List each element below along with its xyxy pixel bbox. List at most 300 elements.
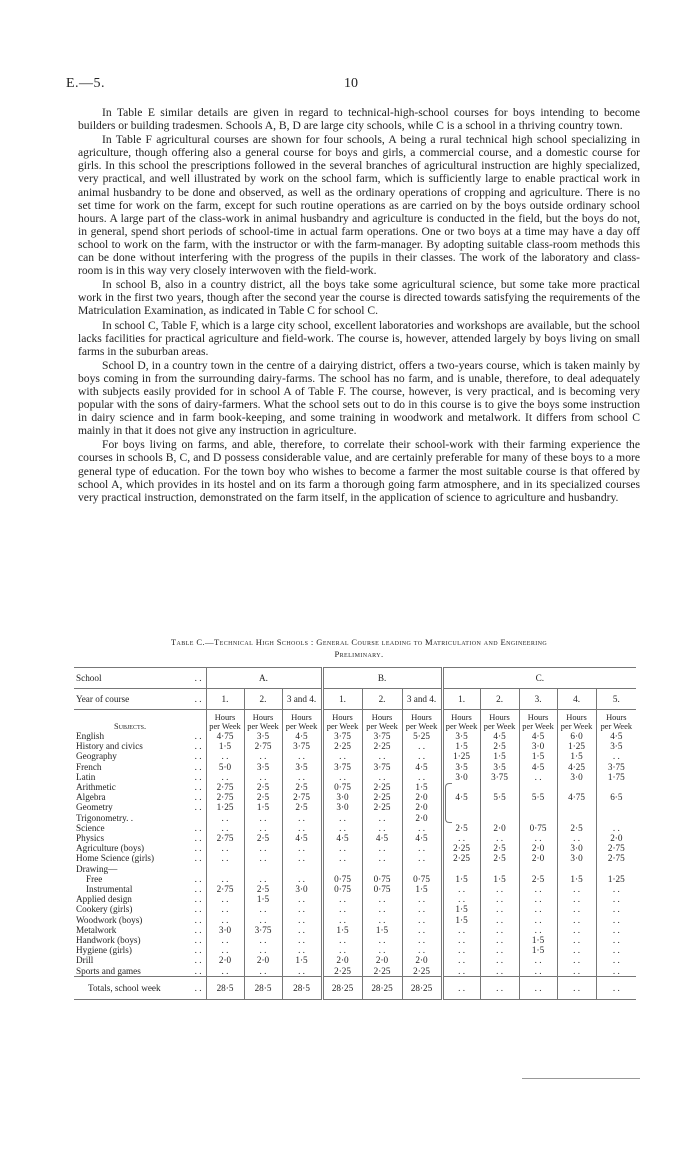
hours-cell: . . [596,751,636,761]
hours-cell: . . [519,925,557,935]
hours-cell: . . [362,945,402,955]
hours-cell: 3·0 [442,772,480,782]
hours-cell [596,813,636,823]
hours-cell: . . [362,813,402,823]
unit-header [402,710,442,732]
table-row [74,884,636,894]
subject-label: Science [76,822,105,833]
hours-cell: 2·0 [402,792,442,802]
subject-label: Trigonometry. . [76,812,133,823]
hours-cell: 1·5 [557,874,596,884]
hours-cell: 2·25 [362,966,402,977]
hours-cell: . . [282,904,322,914]
subject-label: Handwork (boys) [76,935,141,946]
hours-cell: . . [402,741,442,751]
hours-cell: . . [244,843,282,853]
hours-cell [557,802,596,812]
leader-dots [186,864,206,874]
hours-cell: . . [480,955,519,965]
table-row [74,966,636,977]
hours-cell: 2·75 [206,782,244,792]
hours-cell: 3·75 [596,762,636,772]
hours-cell: 2·0 [402,813,442,823]
subject-label: Latin [76,771,96,782]
hours-cell: 5·0 [206,762,244,772]
hours-cell: . . [596,945,636,955]
hours-cell: 2·0 [402,802,442,812]
unit-header [244,710,282,732]
hours-cell: . . [442,925,480,935]
leader-dots: . . [194,945,202,956]
hours-cell: 0·75 [322,782,362,792]
footer-rule [522,1078,640,1079]
hours-cell: 4·5 [596,731,636,741]
unit-line: per Week [209,722,241,731]
subject-label: Drawing— [76,863,118,874]
subject-label: Instrumental [86,884,133,895]
table-row [74,853,636,863]
unit-header [282,710,322,732]
hours-cell [244,864,282,874]
leader-dots: . . [194,843,202,854]
hours-cell [519,864,557,874]
table-row [74,762,636,772]
hours-cell: 3·75 [322,731,362,741]
hours-cell: 5·25 [402,731,442,741]
hours-cell: 3·75 [362,762,402,772]
unit-header [519,710,557,732]
body-text [78,106,640,505]
unit-line: Hours [451,713,472,722]
hours-cell: . . [362,772,402,782]
hours-cell: . . [206,823,244,833]
hours-cell: . . [322,813,362,823]
table-row [74,843,636,853]
page-number: 10 [344,76,358,91]
leader-dots: . . [194,914,202,925]
subject-label: English [76,731,105,741]
hours-cell: . . [282,853,322,863]
table-row [74,731,636,741]
hours-cell: 4·75 [206,731,244,741]
hours-cell: . . [244,853,282,863]
hours-cell: . . [480,945,519,955]
hours-cell: . . [442,884,480,894]
hours-cell: . . [322,945,362,955]
hours-cell: . . [322,894,362,904]
hours-cell: 1·75 [596,772,636,782]
table-row [74,782,636,792]
unit-line: Hours [371,713,393,722]
unit-header [480,710,519,732]
hours-cell [596,864,636,874]
page-header [66,76,636,96]
hours-cell: 4·25 [557,762,596,772]
paragraph: In Table E similar details are given in regard to technical-high-school courses for boys intending to become builders or building tradesmen. Schools A, B, D are large city schools, while C is a school in a thriving country town. [78,106,640,133]
hours-cell: . . [362,853,402,863]
hours-cell: . . [557,884,596,894]
year-header: 2. [362,689,402,710]
leader-dots: . . [194,782,202,793]
subject-label: Cookery (girls) [76,904,133,915]
school-label: School [76,672,102,683]
hours-cell: 3·0 [206,925,244,935]
year-header: 1. [206,689,244,710]
hours-cell: 2·75 [282,792,322,802]
school-b-header: B. [322,668,442,689]
hours-cell: 2·25 [362,802,402,812]
hours-cell: . . [282,823,322,833]
hours-cell [519,802,557,812]
subjects-label [74,710,186,732]
table-caption [78,636,640,660]
hours-cell: . . [282,915,322,925]
leader-dots: . . [194,751,202,762]
hours-cell: 3·5 [442,762,480,772]
hours-cell [402,864,442,874]
paragraph: For boys living on farms, and able, therefore, to correlate their school-work with their farming experience the courses in schools B, C, and D possess considerable value, and are certainly preferable for many of these boys to a more general type of education. For the town boy who wishes to become a farmer the most suitable course is that offered by school A, which provides in its hostel and on its farm a thorough going farm atmosphere, and in its specialized courses very practical instruction, demonstrated on the farm itself, in the application of science to agriculture and husbandry. [78,438,640,504]
hours-cell: 1·5 [480,751,519,761]
hours-cell: 2·5 [480,853,519,863]
hours-cell: . . [442,945,480,955]
hours-cell: 0·75 [519,823,557,833]
hours-cell: . . [402,904,442,914]
hours-cell: . . [206,751,244,761]
hours-cell: . . [322,751,362,761]
hours-cell: 4·75 [557,792,596,802]
hours-cell: . . [519,833,557,843]
hours-cell: 2·0 [519,843,557,853]
hours-cell: 1·5 [402,782,442,792]
unit-line: per Week [600,722,633,731]
hours-cell: 3·0 [557,853,596,863]
hours-cell: . . [402,823,442,833]
hours-cell: 0·75 [362,874,402,884]
hours-cell: . . [362,935,402,945]
hours-cell: 1·5 [282,955,322,965]
hours-cell: 2·0 [480,823,519,833]
table-row [74,874,636,884]
leader-dots: . . [194,955,202,966]
hours-cell: 2·75 [596,853,636,863]
hours-cell: 2·25 [322,741,362,751]
hours-cell: . . [282,925,322,935]
leader-dots: . . [194,884,202,895]
hours-cell [206,864,244,874]
hours-cell [519,813,557,823]
totals-row [74,976,636,999]
paragraph: In school C, Table F, which is a large city school, excellent laboratories and workshops are available, but the school lacks facilities for practical agriculture and field-work. The course is, however, attended largely by boys living on small farms in the suburban areas. [78,318,640,358]
leader-dots: . . [194,904,202,915]
hours-cell [596,802,636,812]
hours-cell: . . [402,751,442,761]
unit-line: Hours [489,713,510,722]
hours-cell: 0·75 [362,884,402,894]
hours-cell: 3·5 [282,762,322,772]
hours-cell: 5·5 [519,792,557,802]
hours-cell: . . [206,935,244,945]
table-caption-line: Table C.—Technical High Schools : General Course leading to Matriculation and Engineering [170,637,548,647]
hours-cell: . . [322,772,362,782]
hours-cell: . . [402,925,442,935]
hours-cell: 3·0 [557,772,596,782]
unit-line: per Week [560,722,593,731]
leader-dots: . . [194,792,202,803]
unit-header [206,710,244,732]
unit-line: per Week [285,722,318,731]
hours-cell: 3·0 [322,802,362,812]
hours-cell: 3·0 [557,843,596,853]
hours-cell: 2·25 [402,966,442,977]
hours-cell: 1·5 [519,945,557,955]
hours-cell: . . [282,966,322,977]
total-cell: . . [596,976,636,999]
hours-cell: 2·25 [362,792,402,802]
year-header: 3. [519,689,557,710]
year-header: 1. [322,689,362,710]
hours-cell: 4·5 [282,833,322,843]
hours-cell: . . [206,945,244,955]
hours-cell: . . [206,904,244,914]
hours-cell: . . [282,813,322,823]
hours-cell: 2·25 [442,843,480,853]
hours-cell: 0·75 [402,874,442,884]
leader-dots: . . [194,741,202,752]
hours-cell: 2·0 [596,833,636,843]
hours-cell: 2·75 [206,884,244,894]
hours-cell: 4·5 [519,762,557,772]
hours-cell: 3·5 [480,762,519,772]
hours-cell: 3·0 [519,741,557,751]
hours-cell: 1·5 [442,874,480,884]
hours-cell: . . [322,935,362,945]
hours-cell: . . [402,853,442,863]
hours-cell: . . [206,813,244,823]
hours-cell: . . [362,823,402,833]
hours-cell: . . [402,843,442,853]
subject-label: Physics [76,833,105,844]
table-row [74,772,636,782]
hours-cell: . . [519,904,557,914]
hours-cell: . . [557,955,596,965]
hours-cell: . . [557,945,596,955]
hours-cell: 0·75 [322,884,362,894]
hours-cell: . . [322,853,362,863]
table-row [74,823,636,833]
leader-dots: . . [194,761,202,772]
hours-cell: 2·0 [244,955,282,965]
leader-dots: . . [194,771,202,782]
hours-cell: . . [596,904,636,914]
hours-cell: . . [596,966,636,977]
leader-dots: . . [194,894,202,905]
hours-cell: . . [557,894,596,904]
unit-line: per Week [483,722,516,731]
subject-label: Free [86,873,103,884]
hours-cell: 1·5 [244,802,282,812]
unit-line: per Week [522,722,554,731]
hours-cell [480,864,519,874]
hours-cell: 1·5 [206,741,244,751]
year-header: 3 and 4. [282,689,322,710]
leader-dots: . . [194,693,202,704]
hours-cell: 2·5 [557,823,596,833]
hours-cell: . . [402,935,442,945]
unit-header [362,710,402,732]
subject-label: Hygiene (girls) [76,945,132,956]
leader-dots: . . [194,853,202,864]
unit-header [322,710,362,732]
subject-label: Agriculture (boys) [76,843,145,854]
hours-cell: 1·25 [206,802,244,812]
hours-cell: 1·5 [244,894,282,904]
hours-cell: . . [596,823,636,833]
hours-cell: 3·75 [480,772,519,782]
unit-line: Hours [214,713,236,722]
leader-dots: . . [194,731,202,741]
hours-cell: . . [206,772,244,782]
total-cell: . . [519,976,557,999]
hours-cell: . . [282,772,322,782]
leader-dots: . . [194,822,202,833]
hours-cell: . . [206,915,244,925]
leader-dots: . . [186,976,206,999]
hours-cell: . . [442,966,480,977]
leader-dots: . . [194,672,202,683]
hours-cell: . . [519,894,557,904]
hours-cell: 1·25 [442,751,480,761]
hours-cell: 2·5 [480,843,519,853]
hours-cell: . . [244,966,282,977]
hours-cell: . . [244,874,282,884]
hours-cell: . . [596,894,636,904]
total-cell: 28·5 [282,976,322,999]
hours-cell: . . [557,904,596,914]
leader-dots: . . [194,924,202,935]
subject-label: History and civics [76,741,143,752]
school-a-header: A. [206,668,322,689]
hours-cell: . . [244,751,282,761]
hours-cell: . . [596,884,636,894]
table-row [74,925,636,935]
table-row [74,955,636,965]
hours-cell: 2·5 [282,802,322,812]
hours-cell: 2·75 [206,792,244,802]
hours-cell: 2·75 [596,843,636,853]
hours-cell: . . [557,935,596,945]
unit-header [596,710,636,732]
table-row [74,792,636,802]
year-label: Year of course [76,693,130,704]
hours-cell: . . [362,915,402,925]
hours-cell: 4·5 [402,833,442,843]
hours-cell: . . [596,925,636,935]
subject-label: Home Science (girls) [76,853,155,864]
hours-cell: . . [480,935,519,945]
table-row [74,741,636,751]
hours-cell: 1·25 [596,874,636,884]
table-row [74,935,636,945]
leader-dots: . . [194,965,202,976]
hours-cell [480,802,519,812]
hours-cell: . . [557,833,596,843]
table-row [74,904,636,914]
hours-cell [282,864,322,874]
hours-cell: 3·5 [244,762,282,772]
hours-cell: . . [362,751,402,761]
subject-label: Drill [76,955,94,966]
hours-cell: 2·5 [442,823,480,833]
hours-cell: . . [519,915,557,925]
hours-cell: 1·5 [322,925,362,935]
total-cell: 28·25 [362,976,402,999]
hours-cell: 2·5 [244,884,282,894]
leader-dots: . . [194,802,202,813]
hours-cell: 2·75 [206,833,244,843]
hours-cell: 1·5 [519,935,557,945]
hours-cell: 2·0 [519,853,557,863]
table-row [74,802,636,812]
hours-cell: 4·5 [519,731,557,741]
hours-cell: 4·5 [402,762,442,772]
unit-line: Hours [566,713,587,722]
table-caption-line: Preliminary. [334,649,384,659]
hours-cell: . . [519,884,557,894]
hours-cell: 4·5 [480,731,519,741]
total-cell: . . [442,976,480,999]
hours-cell: 3·75 [362,731,402,741]
hours-cell: 3·0 [322,792,362,802]
hours-cell: 5·5 [480,792,519,802]
table-row [74,751,636,761]
hours-cell: 1·5 [362,925,402,935]
hours-cell: 6·5 [596,792,636,802]
table-row [74,894,636,904]
unit-line: per Week [445,722,478,731]
hours-cell: . . [596,935,636,945]
subject-label: Metalwork [76,924,117,935]
totals-label: Totals, school week [74,976,186,999]
hours-cell: . . [206,843,244,853]
hours-cell: 1·5 [442,741,480,751]
unit-line: Hours [332,713,353,722]
hours-cell: 2·25 [362,782,402,792]
unit-line: Hours [527,713,549,722]
hours-cell: 3·0 [282,884,322,894]
hours-cell: . . [519,966,557,977]
unit-line: Hours [411,713,432,722]
hours-cell: . . [442,894,480,904]
hours-cell: . . [442,955,480,965]
year-header: 1. [442,689,480,710]
subjects-label-text: Subjects. [113,722,147,731]
hours-cell: . . [402,915,442,925]
year-header: 4. [557,689,596,710]
hours-cell: 3·75 [244,925,282,935]
subject-label: Geography [76,751,117,762]
hours-cell: 2·0 [362,955,402,965]
table-row [74,915,636,925]
hours-cell: 4·5 [442,792,480,802]
unit-header [442,710,480,732]
hours-cell: . . [442,833,480,843]
paragraph: In school B, also in a country district, all the boys take some agricultural science, but some take more practical work in the first two years, though after the second year the course is directed towards satisfying the requirements of the Matriculation Examination, as indicated in Table C for school C. [78,278,640,318]
hours-cell: . . [282,751,322,761]
leader-dots: . . [194,833,202,844]
hours-cell: . . [596,915,636,925]
subject-label: Geometry [76,802,113,813]
unit-line: Hours [252,713,274,722]
